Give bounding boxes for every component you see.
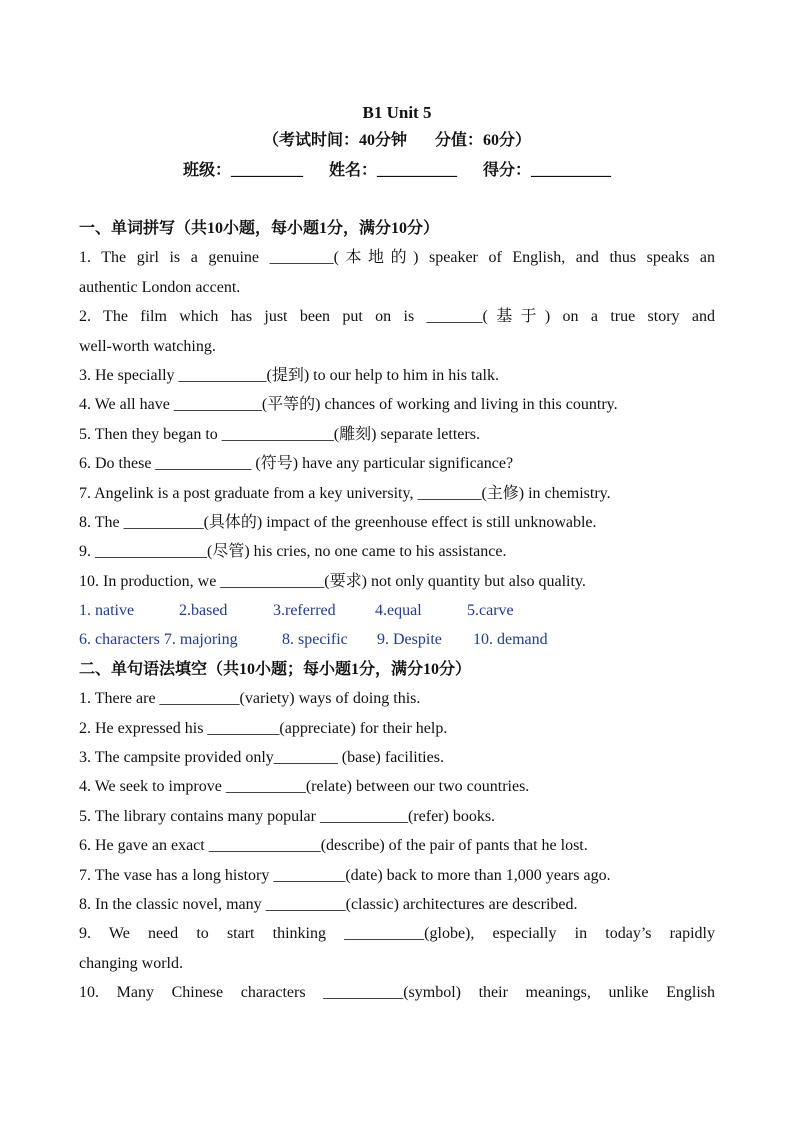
question-line: 3. He specially ___________(提到) to our help to him in his talk. (79, 366, 499, 384)
time-label: （考试时间：40分钟 (262, 132, 407, 149)
answer-item: 5.carve (467, 602, 514, 620)
question-line: 3. The campsite provided only________ (base) facilities. (79, 749, 444, 767)
question-line: 1. The girl is a genuine ________(本地的) speaker of English, and thus speaks an (79, 249, 715, 267)
question-line: 4. We seek to improve __________(relate) between our two countries. (79, 778, 530, 796)
question-line: 8. In the classic novel, many __________(classic) architectures are described. (79, 895, 578, 913)
question-line: 10. In production, we _____________(要求) not only quantity but also quality. (79, 572, 586, 590)
question-line: 2. He expressed his _________(appreciate) for their help. (79, 719, 448, 737)
answer-key-row (79, 596, 715, 625)
answer-item: 6. characters 7. majoring (79, 631, 238, 649)
answer-item: 9. Despite (377, 631, 442, 649)
answer-item: 1. native (79, 602, 135, 620)
answer-key-row (79, 625, 715, 654)
question-line: 7. Angelink is a post graduate from a key university, ________(主修) in chemistry. (79, 484, 611, 502)
section-2-heading: 二、单句语法填空（共10小题；每小题1分，满分10分） (79, 660, 472, 678)
question-line: well-worth watching. (79, 337, 216, 355)
question-line: 6. He gave an exact ______________(describe) of the pair of pants that he lost. (79, 837, 588, 855)
question-line: 5. Then they began to ______________(雕刻) separate letters. (79, 425, 480, 443)
class-field: 班级：_________ (182, 162, 303, 179)
grade-field: 得分：__________ (483, 162, 612, 179)
question-line: 8. The __________(具体的) impact of the greenhouse effect is still unknowable. (79, 513, 597, 531)
answer-item: 4.equal (375, 602, 422, 620)
answer-item: 2.based (179, 602, 228, 620)
question-line: 9. ______________(尽管) his cries, no one came to his assistance. (79, 543, 507, 561)
student-info-line (79, 156, 715, 186)
name-field: 姓名：__________ (328, 162, 457, 179)
question-line: 5. The library contains many popular ___________(refer) books. (79, 807, 496, 825)
answer-item: 3.referred (273, 602, 336, 620)
question-line: authentic London accent. (79, 278, 241, 296)
page-title: B1 Unit 5 (362, 103, 432, 122)
question-line: 10. Many Chinese characters __________(symbol) their meanings, unlike English (79, 984, 715, 1002)
question-line: 7. The vase has a long history _________(date) back to more than 1,000 years ago. (79, 866, 611, 884)
exam-info (79, 126, 715, 156)
answer-item: 10. demand (473, 631, 548, 649)
question-line: 4. We all have ___________(平等的) chances of working and living in this country. (79, 396, 618, 414)
worksheet-page (79, 100, 715, 1008)
score-label: 分值：60分） (435, 132, 532, 149)
question-line: changing world. (79, 954, 183, 972)
question-line: 1. There are __________(variety) ways of doing this. (79, 690, 421, 708)
question-line: 9. We need to start thinking __________(globe), especially in today’s rapidly (79, 925, 715, 943)
section-1-heading: 一、单词拼写（共10小题，每小题1分，满分10分） (79, 220, 440, 237)
question-line: 6. Do these ____________ (符号) have any particular significance? (79, 455, 514, 473)
question-line: 2. The film which has just been put on is _______(基于) on a true story and (79, 308, 715, 326)
answer-item: 8. specific (282, 631, 348, 649)
